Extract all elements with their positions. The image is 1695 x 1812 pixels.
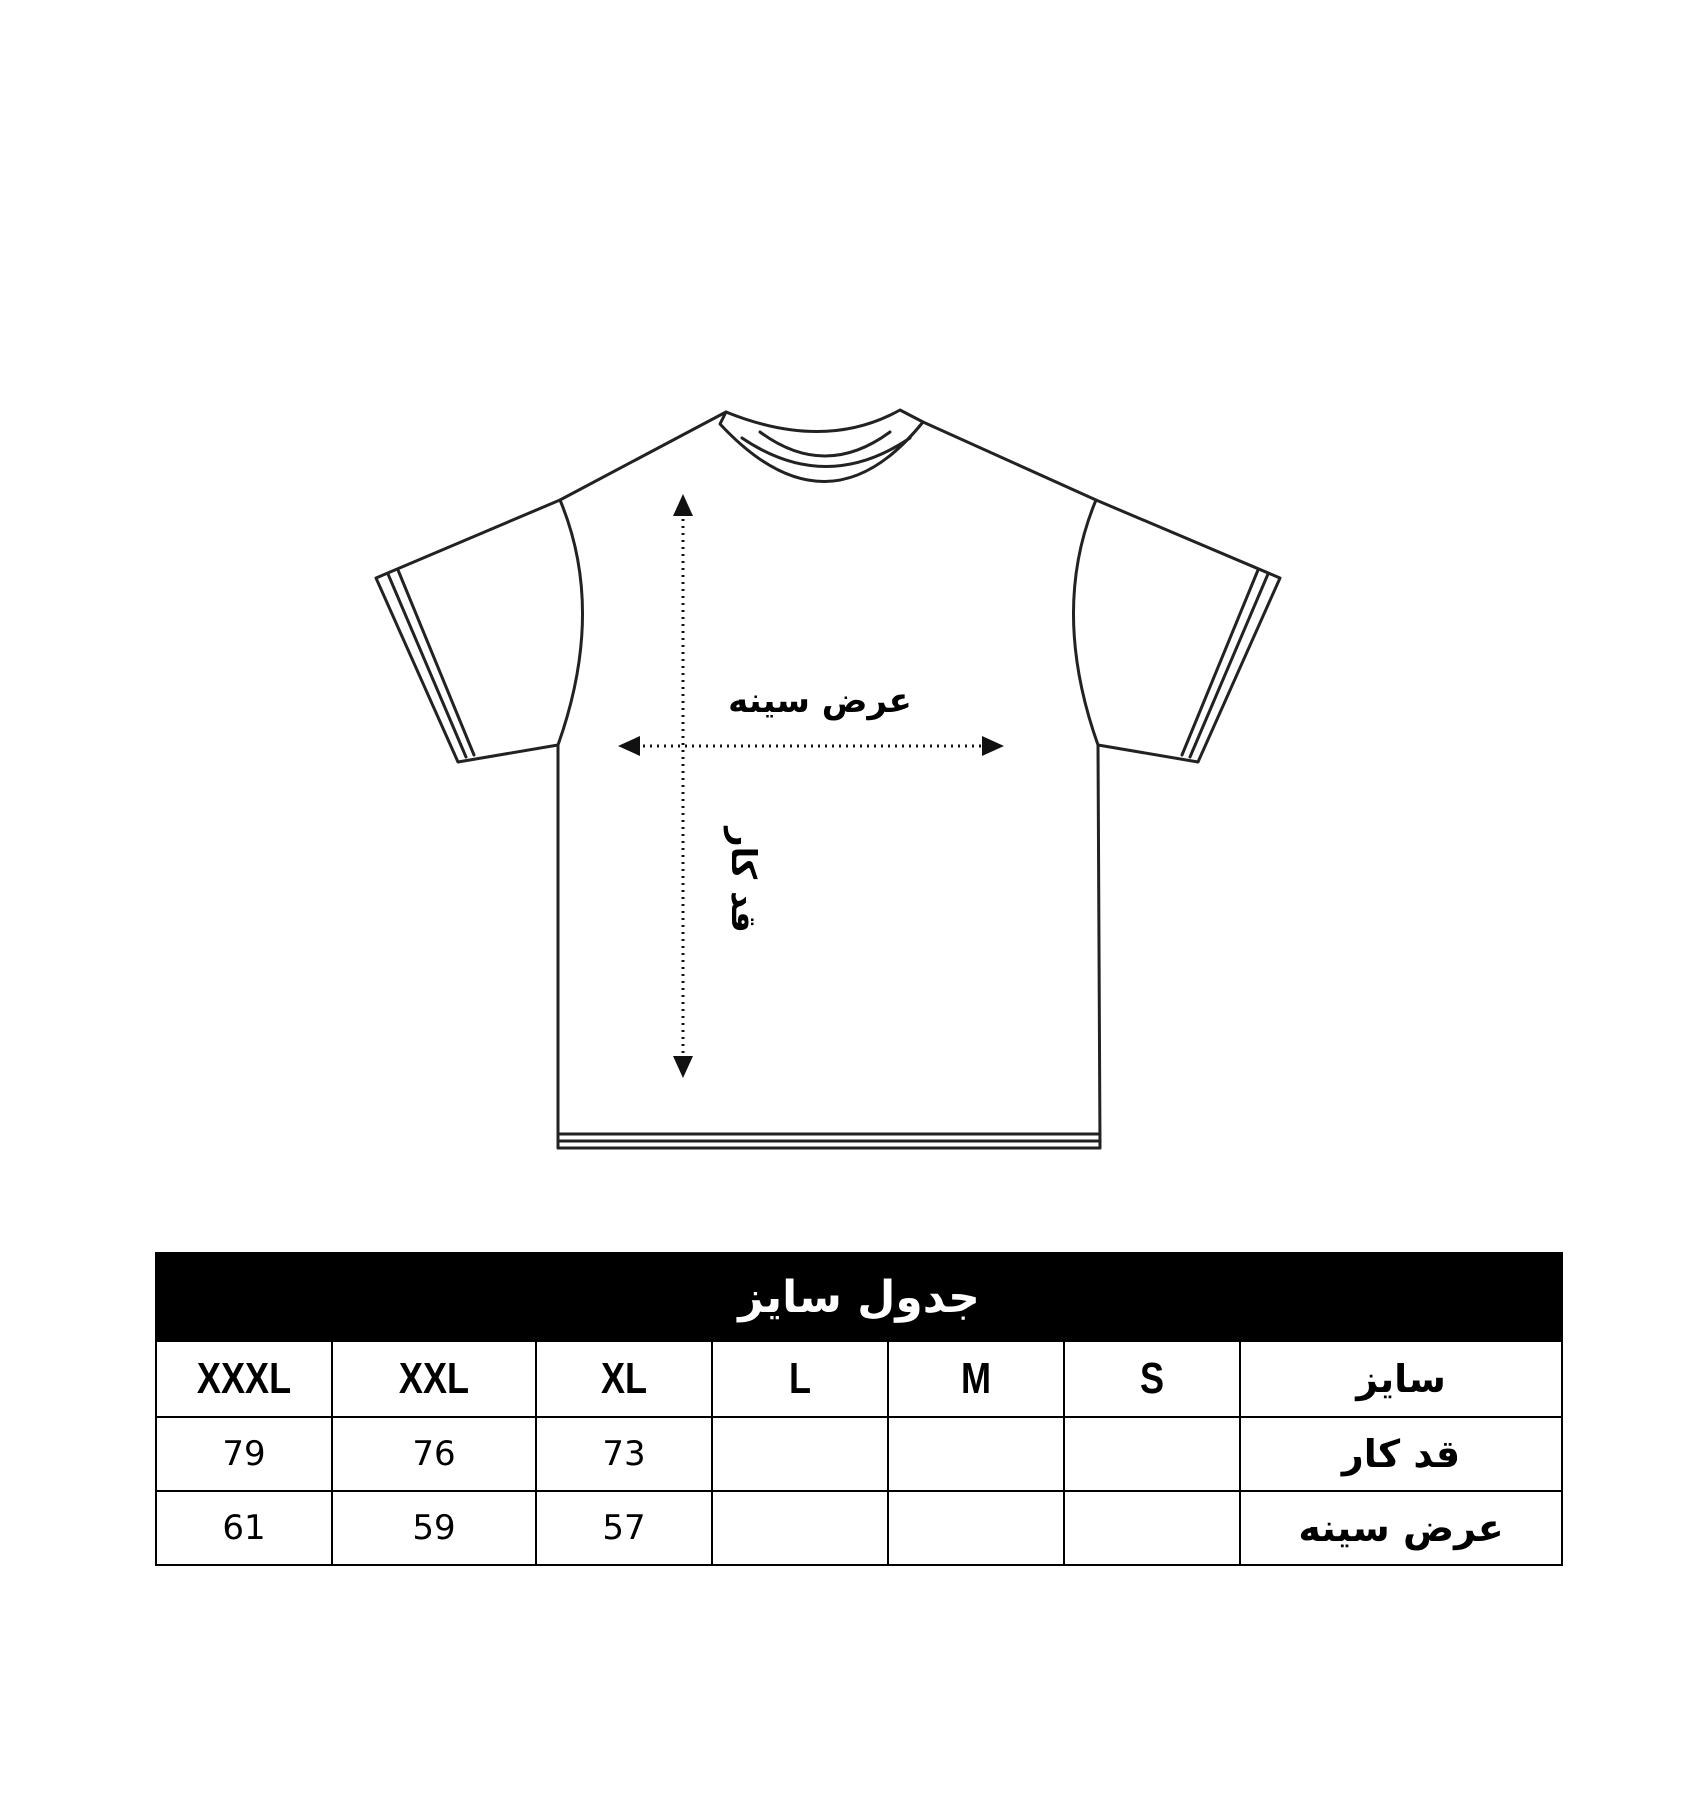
- size-s: S: [1080, 1341, 1224, 1417]
- right-sleeve-cuff-2: [1182, 570, 1258, 755]
- chest-row-label: عرض سینه: [1240, 1491, 1562, 1565]
- length-xl: 73: [536, 1417, 712, 1491]
- collar-inner: [760, 432, 890, 456]
- chest-arrow-right: [982, 736, 1004, 756]
- right-sleeve: [1096, 500, 1280, 762]
- chest-s: [1064, 1491, 1240, 1565]
- shirt-body: [558, 412, 1100, 1148]
- length-s: [1064, 1417, 1240, 1491]
- size-xl: XL: [552, 1341, 696, 1417]
- table-row: [156, 1491, 1562, 1565]
- size-header-row: [156, 1341, 1562, 1417]
- length-row-label: قد کار: [1240, 1417, 1562, 1491]
- length-m: [888, 1417, 1064, 1491]
- size-header-label: سایز: [1240, 1341, 1562, 1417]
- chest-arrow-left: [618, 736, 640, 756]
- length-l: [712, 1417, 888, 1491]
- left-sleeve-cuff: [388, 574, 466, 757]
- length-arrow-top: [673, 494, 693, 516]
- length-arrow-bottom: [673, 1056, 693, 1078]
- chest-xxxl: 61: [156, 1491, 332, 1565]
- chest-xl: 57: [536, 1491, 712, 1565]
- size-m: M: [904, 1341, 1048, 1417]
- left-sleeve: [376, 500, 560, 762]
- size-xxxl: XXXL: [172, 1341, 316, 1417]
- chest-width-label: عرض سینه: [728, 681, 912, 721]
- length-xxxl: 79: [156, 1417, 332, 1491]
- length-label: قد کار: [723, 827, 763, 933]
- table-row: [156, 1417, 1562, 1491]
- size-table: [155, 1252, 1563, 1566]
- length-xxl: 76: [332, 1417, 536, 1491]
- chest-xxl: 59: [332, 1491, 536, 1565]
- chest-m: [888, 1491, 1064, 1565]
- right-sleeve-cuff: [1190, 574, 1268, 757]
- size-l: L: [728, 1341, 872, 1417]
- left-sleeve-cuff-2: [398, 570, 474, 755]
- collar-outer: [720, 410, 923, 482]
- chest-l: [712, 1491, 888, 1565]
- table-title: جدول سایز: [156, 1253, 1562, 1341]
- size-xxl: XXL: [350, 1341, 517, 1417]
